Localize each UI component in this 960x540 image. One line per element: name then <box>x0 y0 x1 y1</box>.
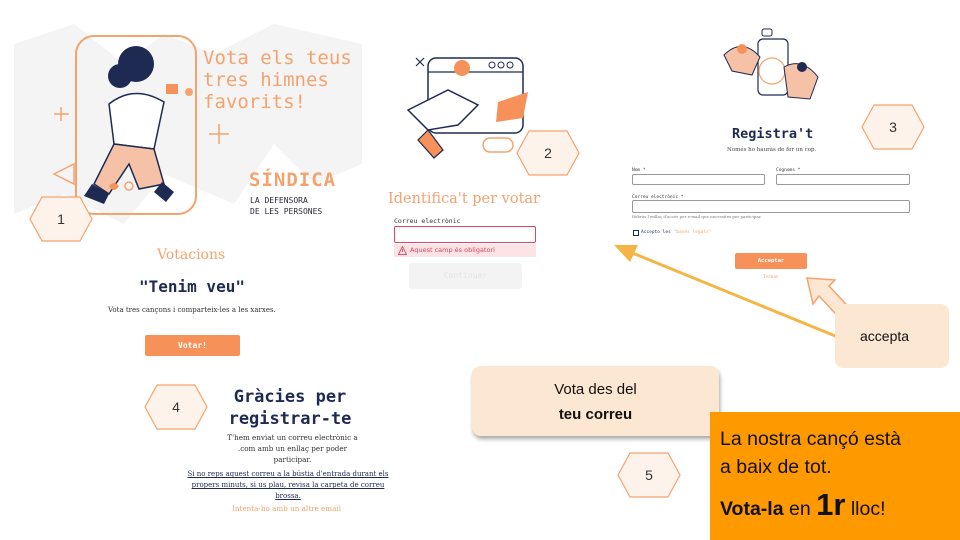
email-input[interactable] <box>394 226 536 243</box>
surname-label: Cognoms * <box>776 168 801 173</box>
promo-place: lloc! <box>845 498 886 520</box>
step-number: 2 <box>544 145 552 161</box>
promo-line2: a baix de tot. <box>720 456 832 478</box>
tenim-veu-title: "Tenim veu" <box>139 277 245 296</box>
name-label: Nom * <box>632 168 646 173</box>
promo-first: 1r <box>816 487 846 522</box>
vote-button[interactable]: Votar! <box>145 335 240 356</box>
identify-title: Identifica't per votar <box>388 191 540 207</box>
vote-by-email-line2: teu correu <box>558 406 633 423</box>
promo-line1: La nostra cançó està <box>720 428 902 450</box>
legal-terms-link[interactable]: "bases legals" <box>673 230 712 235</box>
hero-title: Vota els teus tres himnes favorits! <box>203 47 352 113</box>
back-link[interactable]: Tornar <box>763 275 779 280</box>
promo-in: en <box>783 498 817 520</box>
register-email-input[interactable] <box>632 200 910 213</box>
login-illustration <box>398 50 533 165</box>
accept-terms-checkbox[interactable] <box>633 230 639 236</box>
thanks-body-line: T'hem enviat un correu electrònic a <box>227 433 358 442</box>
brand-tagline: LA DEFENSORA DE LES PERSONES <box>250 196 323 216</box>
vote-description: Vota tres cançons i comparteix-les a les xarxes. <box>108 306 276 314</box>
spam-warning: Si no reps aquest correu a la bústia d'entrada durant els propers minuts, si us plau, revisa la carpeta de correu brossa. <box>187 470 389 500</box>
vote-by-email-line1: Vota des del <box>554 381 637 398</box>
retry-email-link[interactable]: Intenta-ho amb un altre email <box>232 504 342 513</box>
thanks-body-line: .com amb un enllaç per poder <box>237 444 348 453</box>
brand-name: SÍNDICA <box>249 169 337 191</box>
register-illustration <box>722 27 820 113</box>
promo-line3 <box>720 487 886 523</box>
name-input[interactable] <box>632 174 765 185</box>
register-title: Registra't <box>732 126 814 142</box>
email-label: Correu electrònic <box>394 217 461 225</box>
accepta-callout-text: accepta <box>860 328 910 344</box>
register-email-label: Correu electrònic * <box>632 195 684 200</box>
step-2-badge <box>516 130 580 176</box>
promo-vote-it: Vota-la <box>720 498 784 520</box>
error-message-box <box>394 244 536 257</box>
step-number: 3 <box>889 119 897 135</box>
warning-icon <box>398 246 407 255</box>
accept-terms-label <box>641 230 711 235</box>
thanks-body-line: participar. <box>273 455 312 464</box>
accept-prefix: Accepto les <box>641 230 671 235</box>
votacions-heading: Votacions <box>157 247 226 263</box>
surname-input[interactable] <box>776 174 910 185</box>
continue-button[interactable]: Continuar <box>409 263 522 289</box>
error-message: Aquest camp és obligatori <box>410 246 495 254</box>
email-help-text: Rebràs l'enllaç d'accés per e-mail que necessites per participar. <box>632 214 762 219</box>
step-3-badge <box>861 104 925 150</box>
thanks-title: Gràcies per registrar-te <box>228 387 352 429</box>
accept-button[interactable]: Acceptar <box>735 253 807 269</box>
promo-box <box>710 412 960 540</box>
vote-by-email-callout <box>472 366 719 436</box>
step-number: 4 <box>172 399 180 415</box>
step-number: 5 <box>645 467 653 483</box>
step-number: 1 <box>57 211 65 227</box>
thanks-body <box>210 432 375 465</box>
step-5-badge <box>617 452 681 498</box>
step-4-badge <box>144 384 208 430</box>
register-subtitle: Només ho hauràs de fer un cop. <box>727 147 817 153</box>
step-1-badge <box>29 196 93 242</box>
